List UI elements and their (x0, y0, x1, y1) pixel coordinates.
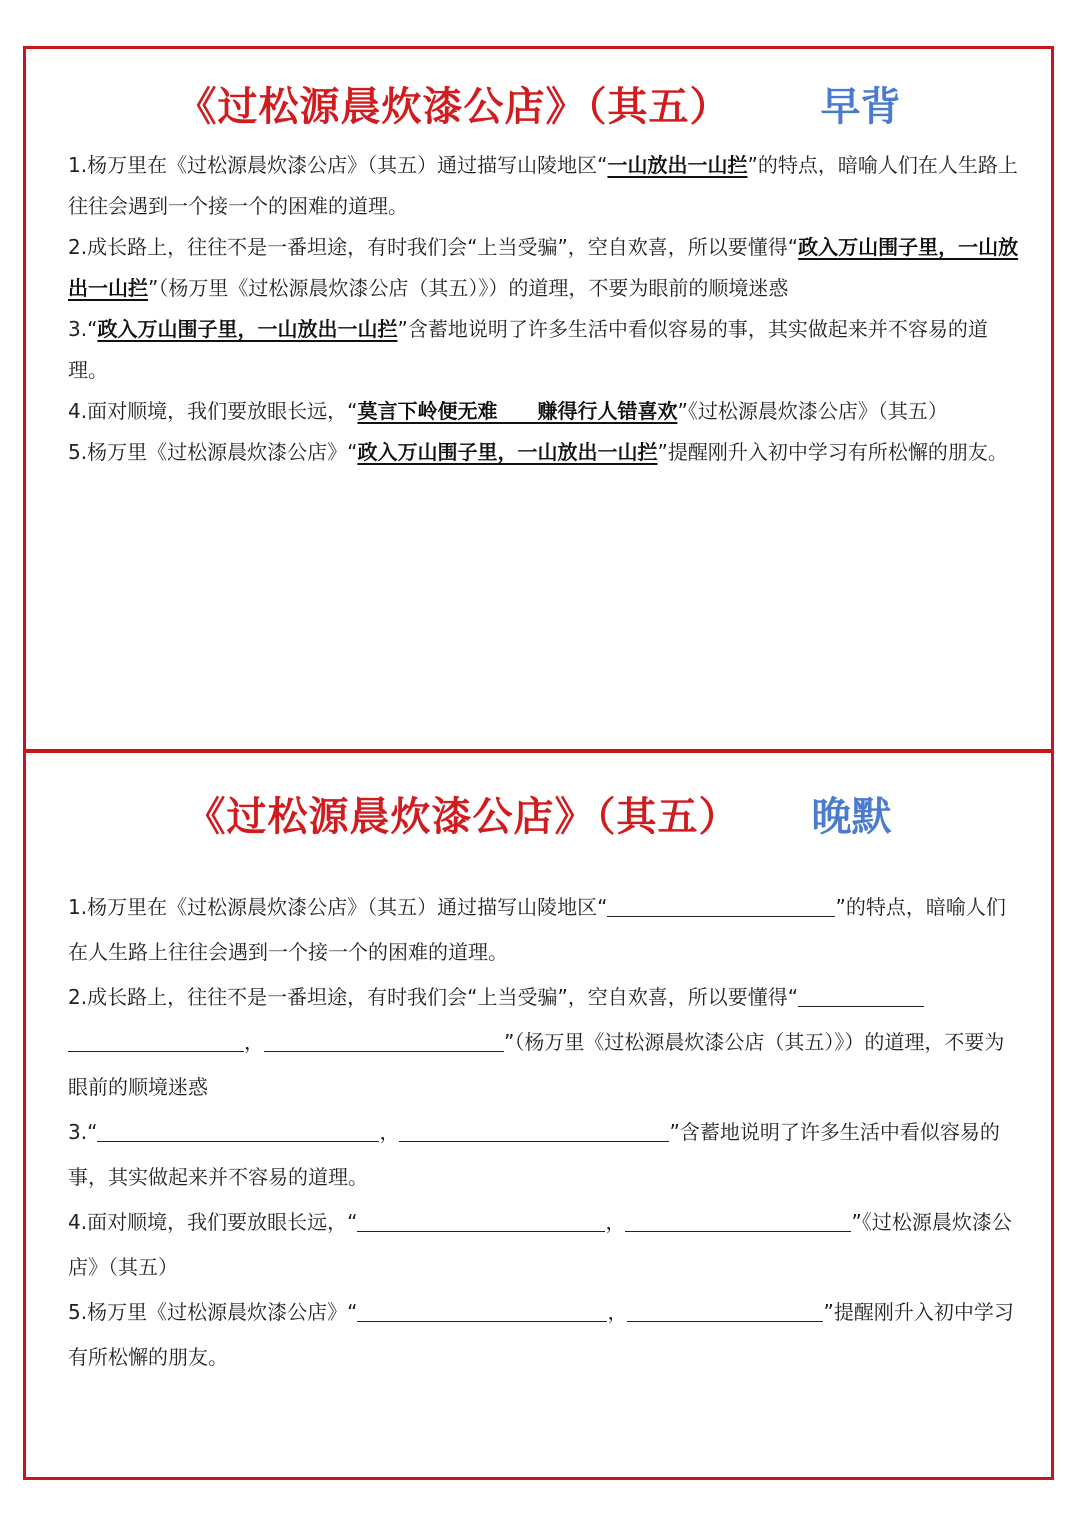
fill-blank[interactable] (357, 1209, 605, 1232)
poem-title: 《过松源晨炊漆公店》（其五） (176, 84, 731, 130)
morning-item-2: 2.成长路上，往往不是一番坦途，有时我们会“上当受骗”，空自欢喜，所以要懂得“政入万山围子里，一山放出一山拦”（杨万里《过松源晨炊漆公店（其五）》）的道理，不要为眼前的顺境迷惑 (68, 235, 1019, 300)
morning-item-4: 4.面对顺境，我们要放眼长远，“莫言下岭便无难 赚得行人错喜欢”《过松源晨炊漆公店》（其五） (68, 399, 948, 423)
answer-text: 政入万山围子里，一山放出一山拦 (68, 235, 1019, 300)
answer-text: 莫言下岭便无难 赚得行人错喜欢 (357, 399, 678, 423)
fill-blank[interactable] (627, 1299, 823, 1322)
evening-item-5: 5.杨万里《过松源晨炊漆公店》“ ， ”提醒刚升入初中学习有所松懈的朋友。 (68, 1300, 1014, 1369)
fill-blank[interactable] (399, 1119, 669, 1142)
answer-text: 政入万山围子里，一山放出一山拦 (97, 317, 398, 341)
morning-title-row (26, 75, 1051, 132)
answer-text: 一山放出一山拦 (607, 153, 748, 177)
evening-tag: 晚默 (811, 794, 892, 840)
evening-item-3: 3.“ ， ”含蓄地说明了许多生活中看似容易的事，其实做起来并不容易的道理。 (68, 1120, 1000, 1189)
fill-blank[interactable] (625, 1209, 851, 1232)
evening-item-2: 2.成长路上，往往不是一番坦途，有时我们会“上当受骗”，空自欢喜，所以要懂得“ ， ”（杨万里《过松源晨炊漆公店（其五）》）的道理，不要为眼前的顺境迷惑 (68, 985, 1005, 1099)
morning-recite-card (23, 46, 1054, 753)
fill-blank[interactable] (264, 1029, 504, 1052)
morning-tag: 早背 (820, 84, 901, 130)
morning-item-3: 3.“政入万山围子里，一山放出一山拦”含蓄地说明了许多生活中看似容易的事，其实做起来并不容易的道理。 (68, 317, 988, 382)
morning-items (68, 145, 1020, 473)
evening-title-row (26, 785, 1051, 842)
fill-blank[interactable] (607, 894, 835, 917)
poem-title: 《过松源晨炊漆公店》（其五） (185, 794, 740, 840)
fill-blank[interactable] (68, 1029, 244, 1052)
morning-item-1: 1.杨万里在《过松源晨炊漆公店》（其五）通过描写山陵地区“一山放出一山拦”的特点，暗喻人们在人生路上往往会遇到一个接一个的困难的道理。 (68, 153, 1018, 218)
fill-blank[interactable] (357, 1299, 607, 1322)
evening-item-1: 1.杨万里在《过松源晨炊漆公店》（其五）通过描写山陵地区“ ”的特点，暗喻人们在人生路上往往会遇到一个接一个的困难的道理。 (68, 895, 1006, 964)
answer-text: 政入万山围子里，一山放出一山拦 (357, 440, 658, 464)
evening-dictation-card (23, 749, 1054, 1480)
fill-blank[interactable] (97, 1119, 379, 1142)
morning-item-5: 5.杨万里《过松源晨炊漆公店》“政入万山围子里，一山放出一山拦”提醒刚升入初中学习有所松懈的朋友。 (68, 440, 1008, 464)
fill-blank[interactable] (798, 984, 924, 1007)
evening-item-4: 4.面对顺境，我们要放眼长远，“ ， ”《过松源晨炊漆公店》（其五） (68, 1210, 1012, 1279)
evening-items (68, 885, 1020, 1380)
